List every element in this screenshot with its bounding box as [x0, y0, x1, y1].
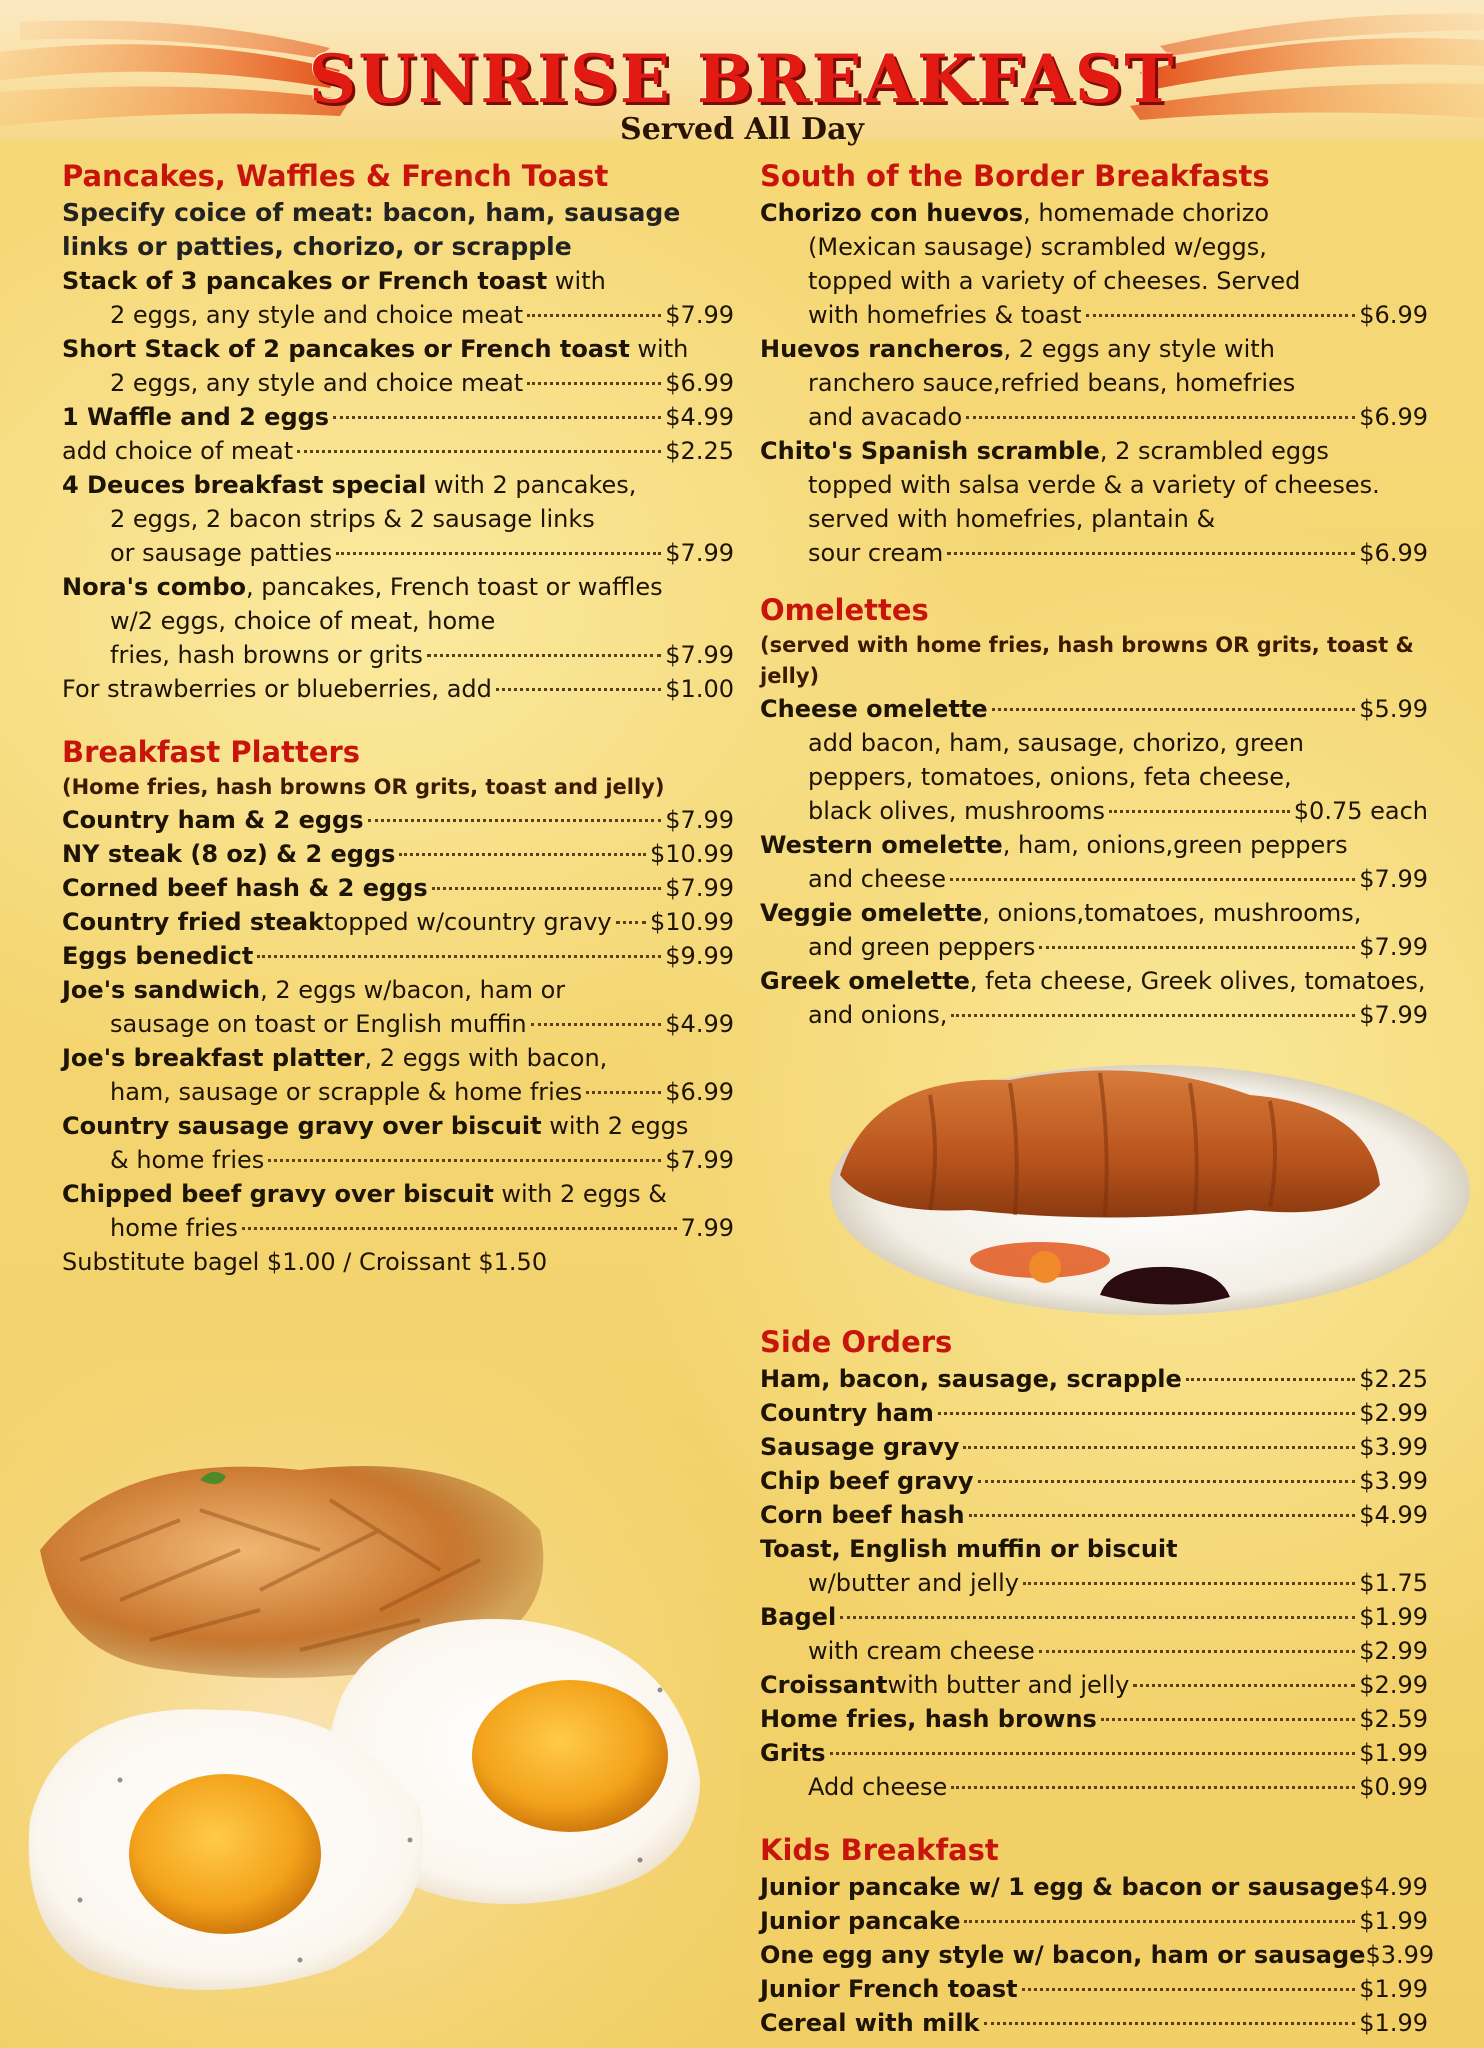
item-text: & home fries [110, 1146, 265, 1174]
item-name: Home fries, hash browns [760, 1705, 1097, 1733]
item-name: Chito's Spanish scramble [760, 437, 1100, 465]
dot-leader [1133, 1684, 1355, 1687]
item-price: $2.25 [665, 437, 734, 465]
item-text: , 2 eggs any style with [1003, 335, 1275, 363]
desc-line [62, 1177, 734, 1211]
menu-item [62, 400, 734, 434]
menu-item [62, 468, 734, 570]
item-price: $2.99 [1359, 1671, 1428, 1699]
right-lower-column [760, 1322, 1435, 2040]
price-line [62, 939, 734, 973]
item-text: or sausage patties [110, 539, 333, 567]
item-text: and cheese [808, 865, 946, 893]
item-name: Joe's sandwich [62, 976, 261, 1004]
desc-line [760, 1532, 1428, 1566]
item-price: $7.99 [665, 806, 734, 834]
price-line [62, 871, 734, 905]
price-line [62, 1075, 734, 1109]
item-name: Country fried steak [62, 908, 325, 936]
menu-item [760, 1362, 1428, 1396]
dot-leader [1022, 1988, 1356, 1991]
item-text: Add cheese [808, 1773, 948, 1801]
desc-line [760, 196, 1428, 230]
desc-line [760, 230, 1428, 264]
price-line [760, 794, 1428, 828]
price-line [760, 862, 1428, 896]
desc-line [62, 570, 734, 604]
item-price: $7.99 [665, 539, 734, 567]
dot-leader [966, 416, 1355, 419]
menu-item [62, 973, 734, 1041]
menu-item [760, 1736, 1428, 1770]
item-text: with [547, 267, 606, 295]
item-text: with cream cheese [808, 1637, 1035, 1665]
item-price: $1.99 [1359, 1739, 1428, 1767]
dot-leader [399, 853, 646, 856]
menu-item [760, 2006, 1428, 2040]
price-line [760, 536, 1428, 570]
price-line [62, 1007, 734, 1041]
item-name: Sausage gravy [760, 1433, 960, 1461]
item-price: $9.99 [665, 942, 734, 970]
menu-item [760, 1634, 1428, 1668]
item-name: Huevos rancheros [760, 335, 1004, 363]
item-text: topped w/country gravy [324, 908, 612, 936]
item-price: $1.99 [1359, 2009, 1428, 2037]
desc-line [62, 468, 734, 502]
menu-item [760, 1464, 1428, 1498]
item-text: , ham, onions,green peppers [1002, 831, 1348, 859]
price-line [760, 1770, 1428, 1804]
item-text: home fries [110, 1214, 238, 1242]
item-price: $1.75 [1359, 1569, 1428, 1597]
item-text: and green peppers [808, 933, 1036, 961]
section-title-omelettes: Omelettes [760, 593, 929, 627]
dot-leader [368, 819, 662, 822]
item-price: $3.99 [1359, 1467, 1428, 1495]
item-name: Country ham & 2 eggs [62, 806, 364, 834]
item-text: 2 eggs, 2 bacon strips & 2 sausage links [110, 505, 595, 533]
price-line [760, 930, 1428, 964]
menu-item [62, 1041, 734, 1109]
menu-item [760, 1498, 1428, 1532]
price-line [760, 1904, 1428, 1938]
item-price: $7.99 [665, 641, 734, 669]
menu-item [760, 1870, 1428, 1904]
menu-item [760, 434, 1428, 570]
dot-leader [531, 1023, 662, 1026]
item-price: 7.99 [680, 1214, 734, 1242]
desc-line [760, 760, 1428, 794]
desc-line [760, 332, 1428, 366]
price-line [62, 1211, 734, 1245]
item-text: with homefries & toast [808, 301, 1082, 329]
item-text: and onions, [808, 1001, 948, 1029]
item-name: Short Stack of 2 pancakes or French toast [62, 335, 630, 363]
dot-leader [978, 1480, 1356, 1483]
dot-leader [951, 1014, 1355, 1017]
item-text: , homemade chorizo [1023, 199, 1270, 227]
dot-leader [1039, 946, 1355, 949]
dot-leader [333, 416, 661, 419]
item-price: $10.99 [650, 840, 734, 868]
dot-leader [1101, 1718, 1355, 1721]
sides-list [760, 1362, 1428, 1804]
dot-leader [830, 1752, 1356, 1755]
dot-leader [963, 1446, 1355, 1449]
item-price: $0.99 [1359, 1773, 1428, 1801]
price-line [760, 1464, 1428, 1498]
item-price: $2.99 [1359, 1399, 1428, 1427]
item-text: topped with salsa verde & a variety of cheeses. [808, 471, 1380, 499]
price-line [760, 1668, 1428, 1702]
item-price: $7.99 [1359, 1001, 1428, 1029]
south-list [760, 196, 1428, 570]
price-line [760, 1362, 1428, 1396]
item-text: sausage on toast or English muffin [110, 1010, 527, 1038]
item-text: , 2 eggs w/bacon, ham or [260, 976, 566, 1004]
item-text: 2 eggs, any style and choice meat [110, 369, 524, 397]
price-line [760, 298, 1428, 332]
menu-item [62, 837, 734, 871]
item-price: $2.99 [1359, 1637, 1428, 1665]
price-line [62, 366, 734, 400]
item-name: Croissant [760, 1671, 888, 1699]
dot-leader [257, 955, 661, 958]
kids-list [760, 1870, 1435, 2040]
right-column [760, 156, 1428, 1032]
menu-item [62, 803, 734, 837]
item-price: $3.99 [1359, 1433, 1428, 1461]
item-name: Country ham [760, 1399, 934, 1427]
menu-item [760, 1972, 1428, 2006]
item-text: served with homefries, plantain & [808, 505, 1216, 533]
menu-header [0, 0, 1484, 147]
menu-item [760, 726, 1428, 828]
item-name: Ham, bacon, sausage, scrapple [760, 1365, 1182, 1393]
item-price: $4.99 [1359, 1873, 1428, 1901]
dot-leader [840, 1616, 1355, 1619]
price-line [62, 837, 734, 871]
item-price: $3.99 [1365, 1941, 1435, 1969]
menu-item [760, 1430, 1428, 1464]
omelettes-list [760, 692, 1428, 1032]
menu-item [62, 939, 734, 973]
menu-item [62, 905, 734, 939]
menu-item [760, 1904, 1428, 1938]
dot-leader [984, 2022, 1356, 2025]
price-line [760, 1972, 1428, 2006]
menu-item [62, 672, 734, 706]
item-name: Corn beef hash [760, 1501, 965, 1529]
price-line [760, 1736, 1428, 1770]
item-name: Grits [760, 1739, 826, 1767]
price-line [62, 434, 734, 468]
item-price: $4.99 [1359, 1501, 1428, 1529]
dot-leader [268, 1159, 661, 1162]
item-price: $6.99 [665, 1078, 734, 1106]
desc-line [62, 604, 734, 638]
item-name: NY steak (8 oz) & 2 eggs [62, 840, 396, 868]
dot-leader [1086, 314, 1356, 317]
dot-leader [1109, 810, 1290, 813]
dot-leader [527, 382, 661, 385]
item-price: $1.99 [1359, 1975, 1428, 2003]
item-price: $7.99 [665, 874, 734, 902]
menu-item [760, 896, 1428, 964]
platters-note: (Home fries, hash browns OR grits, toast and jelly) [62, 775, 665, 799]
item-price: $1.99 [1359, 1907, 1428, 1935]
menu-subtitle: Served All Day [620, 112, 864, 147]
menu-item [760, 196, 1428, 332]
desc-line [760, 896, 1428, 930]
item-text: fries, hash browns or grits [110, 641, 423, 669]
item-name: Veggie omelette [760, 899, 983, 927]
platters-list [62, 803, 734, 1245]
price-line [760, 1396, 1428, 1430]
item-text: peppers, tomatoes, onions, feta cheese, [808, 763, 1292, 791]
menu-item [760, 1600, 1428, 1634]
menu-item [62, 570, 734, 672]
item-name: Stack of 3 pancakes or French toast [62, 267, 548, 295]
item-name: 1 Waffle and 2 eggs [62, 403, 330, 431]
menu-item [62, 434, 734, 468]
item-name: Corned beef hash & 2 eggs [62, 874, 428, 902]
item-name: Cheese omelette [760, 695, 988, 723]
dot-leader [992, 708, 1356, 711]
menu-item [760, 1532, 1428, 1600]
menu-item [760, 1396, 1428, 1430]
dot-leader [1023, 1582, 1355, 1585]
price-line [760, 1938, 1435, 1972]
price-line [760, 1600, 1428, 1634]
dot-leader [951, 1786, 1355, 1789]
item-text: (Mexican sausage) scrambled w/eggs, [808, 233, 1267, 261]
section-title-sides: Side Orders [760, 1325, 953, 1359]
item-price: $2.59 [1359, 1705, 1428, 1733]
dot-leader [297, 450, 661, 453]
desc-line [760, 264, 1428, 298]
item-price: $0.75 each [1293, 797, 1428, 825]
price-line [62, 672, 734, 706]
dot-leader [950, 878, 1355, 881]
item-price: $7.99 [665, 1146, 734, 1174]
item-text: , 2 scrambled eggs [1099, 437, 1329, 465]
menu-item [62, 1177, 734, 1245]
menu-item [760, 1938, 1435, 1972]
item-name: Junior pancake w/ 1 egg & bacon or sausage [760, 1873, 1360, 1901]
desc-line [760, 502, 1428, 536]
item-price: $10.99 [650, 908, 734, 936]
item-text: with 2 pancakes, [426, 471, 637, 499]
price-line [62, 638, 734, 672]
item-text: with butter and jelly [887, 1671, 1130, 1699]
dot-leader [527, 314, 661, 317]
price-line [760, 998, 1428, 1032]
item-name: Greek omelette [760, 967, 970, 995]
dot-leader [432, 887, 662, 890]
item-name: Western omelette [760, 831, 1003, 859]
desc-line [62, 502, 734, 536]
item-text: For strawberries or blueberries, add [62, 675, 492, 703]
dot-leader [242, 1227, 677, 1230]
item-name: Toast, English muffin or biscuit [760, 1535, 1178, 1563]
menu-title: SUNRISE BREAKFAST [308, 40, 1176, 118]
price-line [760, 1634, 1428, 1668]
price-line [760, 1702, 1428, 1736]
item-text: add choice of meat [62, 437, 294, 465]
item-name: Chorizo con huevos [760, 199, 1024, 227]
menu-item [760, 828, 1428, 896]
item-name: Nora's combo [62, 573, 246, 601]
price-line [62, 536, 734, 570]
item-price: $5.99 [1359, 695, 1428, 723]
desc-line [760, 828, 1428, 862]
desc-line [62, 264, 734, 298]
price-line [760, 1870, 1428, 1904]
item-name: Chip beef gravy [760, 1467, 974, 1495]
item-name: Cereal with milk [760, 2009, 980, 2037]
dot-leader [964, 1920, 1355, 1923]
item-price: $6.99 [1359, 301, 1428, 329]
item-text: , 2 eggs with bacon, [364, 1044, 608, 1072]
price-line [760, 400, 1428, 434]
price-line [62, 298, 734, 332]
section-title-platters: Breakfast Platters [62, 735, 361, 769]
item-text: 2 eggs, any style and choice meat [110, 301, 524, 329]
section-title-pancakes: Pancakes, Waffles & French Toast [62, 159, 609, 193]
price-line [62, 803, 734, 837]
eggs-hashbrowns-photo [0, 1360, 740, 2048]
desc-line [760, 366, 1428, 400]
item-text: w/2 eggs, choice of meat, home [110, 607, 496, 635]
desc-line [62, 332, 734, 366]
item-text: ranchero sauce,refried beans, homefries [808, 369, 1296, 397]
dot-leader [947, 552, 1355, 555]
item-text: with 2 eggs & [493, 1180, 667, 1208]
dot-leader [336, 552, 661, 555]
item-text: with [629, 335, 689, 363]
item-name: Bagel [760, 1603, 837, 1631]
item-text: , pancakes, French toast or waffles [245, 573, 663, 601]
dot-leader [969, 1514, 1356, 1517]
menu-item [62, 332, 734, 400]
item-price: $4.99 [665, 403, 734, 431]
item-text: add bacon, ham, sausage, chorizo, green [808, 729, 1305, 757]
item-name: Junior French toast [760, 1975, 1018, 2003]
item-text: sour cream [808, 539, 944, 567]
item-name: Junior pancake [760, 1907, 961, 1935]
item-name: Country sausage gravy over biscuit [62, 1112, 542, 1140]
item-text: with 2 eggs [541, 1112, 689, 1140]
item-price: $7.99 [1359, 865, 1428, 893]
menu-item [760, 1770, 1428, 1804]
item-text: w/butter and jelly [808, 1569, 1019, 1597]
left-column [62, 156, 734, 1279]
item-price: $6.99 [1359, 539, 1428, 567]
desc-line [62, 1109, 734, 1143]
desc-line [62, 973, 734, 1007]
desc-line [760, 468, 1428, 502]
dot-leader [1186, 1378, 1355, 1381]
price-line [760, 1498, 1428, 1532]
price-line [760, 1430, 1428, 1464]
price-line [760, 2006, 1428, 2040]
item-text: and avacado [808, 403, 963, 431]
omelettes-note: (served with home fries, hash browns OR grits, toast & jelly) [760, 633, 1414, 688]
desc-line [62, 1041, 734, 1075]
item-name: 4 Deuces breakfast special [62, 471, 427, 499]
menu-item [760, 964, 1428, 1032]
price-line [760, 692, 1428, 726]
item-price: $2.25 [1359, 1365, 1428, 1393]
item-text: topped with a variety of cheeses. Served [808, 267, 1301, 295]
menu-item [760, 1668, 1428, 1702]
pancakes-note: Specify coice of meat: bacon, ham, sausage links or patties, chorizo, or scrapple [62, 198, 681, 261]
dot-leader [496, 688, 661, 691]
menu-item [62, 1109, 734, 1177]
menu-item [760, 692, 1428, 726]
desc-line [760, 434, 1428, 468]
item-name: Eggs benedict [62, 942, 254, 970]
croissant-photo [810, 1035, 1470, 1325]
item-text: black olives, mushrooms [808, 797, 1105, 825]
item-price: $4.99 [665, 1010, 734, 1038]
desc-line [760, 726, 1428, 760]
item-name: Joe's breakfast platter [62, 1044, 365, 1072]
item-text: , feta cheese, Greek olives, tomatoes, [969, 967, 1426, 995]
item-price: $1.00 [665, 675, 734, 703]
section-title-kids: Kids Breakfast [760, 1833, 999, 1867]
section-title-south: South of the Border Breakfasts [760, 159, 1270, 193]
menu-item [62, 264, 734, 332]
menu-item [760, 332, 1428, 434]
item-price: $7.99 [1359, 933, 1428, 961]
price-line [62, 905, 734, 939]
price-line [62, 1143, 734, 1177]
desc-line [760, 964, 1428, 998]
dot-leader [938, 1412, 1355, 1415]
price-line [760, 1566, 1428, 1600]
dot-leader [616, 921, 646, 924]
item-name: Chipped beef gravy over biscuit [62, 1180, 494, 1208]
item-price: $7.99 [665, 301, 734, 329]
item-text: ham, sausage or scrapple & home fries [110, 1078, 583, 1106]
dot-leader [1039, 1650, 1356, 1653]
item-price: $6.99 [665, 369, 734, 397]
item-price: $6.99 [1359, 403, 1428, 431]
dot-leader [427, 654, 661, 657]
item-name: One egg any style w/ bacon, ham or sausage [760, 1941, 1366, 1969]
item-text: , onions,tomatoes, mushrooms, [982, 899, 1362, 927]
item-price: $1.99 [1359, 1603, 1428, 1631]
price-line [62, 400, 734, 434]
substitute-note: Substitute bagel $1.00 / Croissant $1.50 [62, 1248, 548, 1276]
menu-item [62, 871, 734, 905]
dot-leader [586, 1091, 661, 1094]
menu-item [760, 1702, 1428, 1736]
pancakes-list [62, 264, 734, 706]
